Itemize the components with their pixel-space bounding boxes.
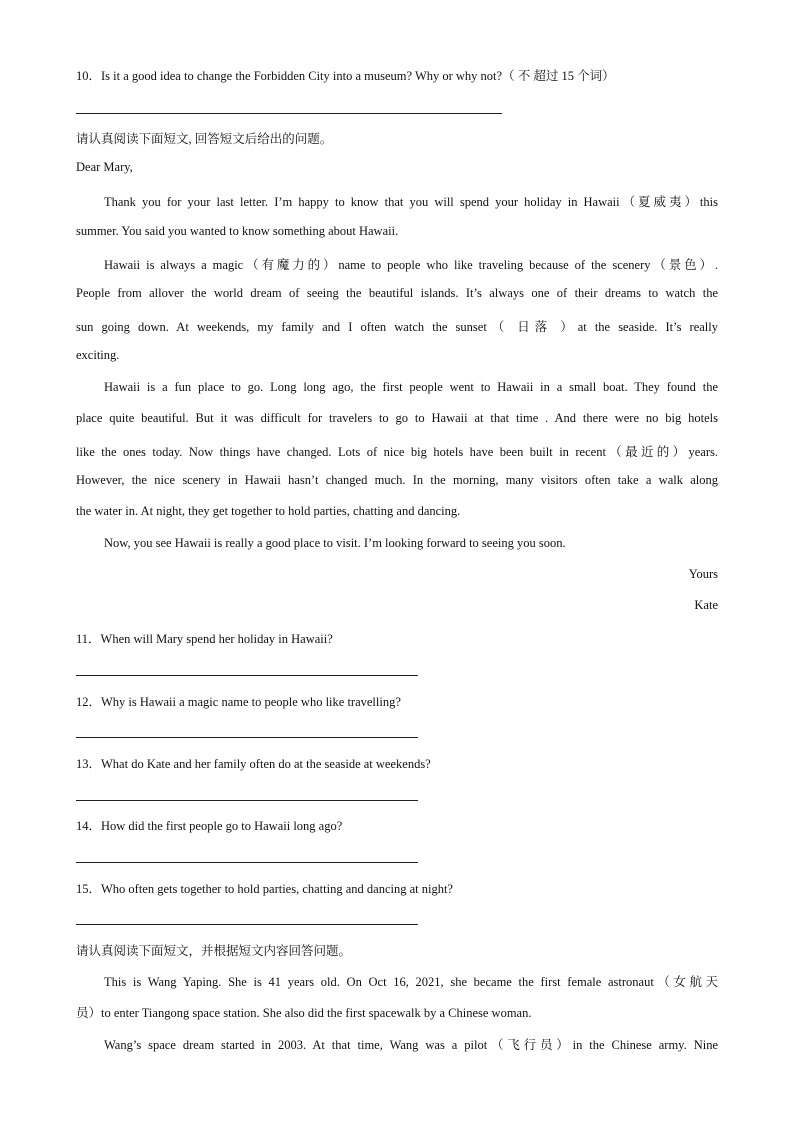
question-10: 10．Is it a good idea to change the Forbidden City into a museum? Why or why not?（ 不 超过 15 个词） xyxy=(76,69,615,83)
question-12: 12．Why is Hawaii a magic name to people who like travelling? xyxy=(76,695,401,709)
instruction-2: 请认真阅读下面短文，并根据短文内容回答问题。 xyxy=(76,944,352,958)
answer-line-12 xyxy=(76,737,418,738)
passage1-line-10: However, the nice scenery in Hawaii hasn’t changed much. In the morning, many visitors often take a walk along xyxy=(76,473,718,487)
passage1-line-1: Thank you for your last letter. I’m happy to know that you will spend your holiday in Hawaii（夏威夷）this xyxy=(104,195,718,209)
question-13: 13．What do Kate and her family often do at the seaside at weekends? xyxy=(76,757,431,771)
passage1-line-9: like the ones today. Now things have changed. Lots of nice big hotels have been built in recent（最近的）years. xyxy=(76,445,718,459)
passage2-line-1: This is Wang Yaping. She is 41 years old. On Oct 16, 2021, she became the first female astronaut（女航天 xyxy=(104,975,718,989)
question-11: 11．When will Mary spend her holiday in Hawaii? xyxy=(76,632,333,646)
passage2-line-3: Wang’s space dream started in 2003. At that time, Wang was a pilot（飞行员）in the Chinese army. Nine xyxy=(104,1038,718,1052)
passage1-line-12: Now, you see Hawaii is really a good place to visit. I’m looking forward to seeing you soon. xyxy=(104,536,566,550)
passage1-line-3: Hawaii is always a magic（有魔力的）name to people who like traveling because of the scenery（景色）. xyxy=(104,258,718,272)
letter-closing: Yours xyxy=(688,567,718,581)
passage1-line-2: summer. You said you wanted to know something about Hawaii. xyxy=(76,224,399,238)
passage1-line-7: Hawaii is a fun place to go. Long long ago, the first people went to Hawaii in a small boat. They found the xyxy=(104,380,718,394)
answer-line-11 xyxy=(76,675,418,676)
passage1-line-6: exciting. xyxy=(76,348,120,362)
answer-line-13 xyxy=(76,800,418,801)
answer-line-10 xyxy=(76,113,502,114)
question-14: 14．How did the first people go to Hawaii long ago? xyxy=(76,819,343,833)
passage1-line-8: place quite beautiful. But it was difficult for travelers to go to Hawaii at that time . And there were no big hotels xyxy=(76,411,718,425)
instruction-1: 请认真阅读下面短文, 回答短文后给出的问题。 xyxy=(76,132,333,146)
salutation: Dear Mary, xyxy=(76,160,133,174)
answer-line-14 xyxy=(76,862,418,863)
passage1-line-11: the water in. At night, they get together to hold parties, chatting and dancing. xyxy=(76,504,461,518)
letter-signature: Kate xyxy=(694,598,718,612)
answer-line-15 xyxy=(76,924,418,925)
passage2-line-2: 员）to enter Tiangong space station. She also did the first spacewalk by a Chinese woman. xyxy=(76,1006,532,1020)
passage1-line-4: People from allover the world dream of seeing the beautiful islands. It’s always one of their dreams to watch the xyxy=(76,286,718,300)
passage1-line-5: sun going down. At weekends, my family and I often watch the sunset（ 日落 ）at the seaside. It’s really xyxy=(76,320,718,334)
question-15: 15．Who often gets together to hold parties, chatting and dancing at night? xyxy=(76,882,453,896)
